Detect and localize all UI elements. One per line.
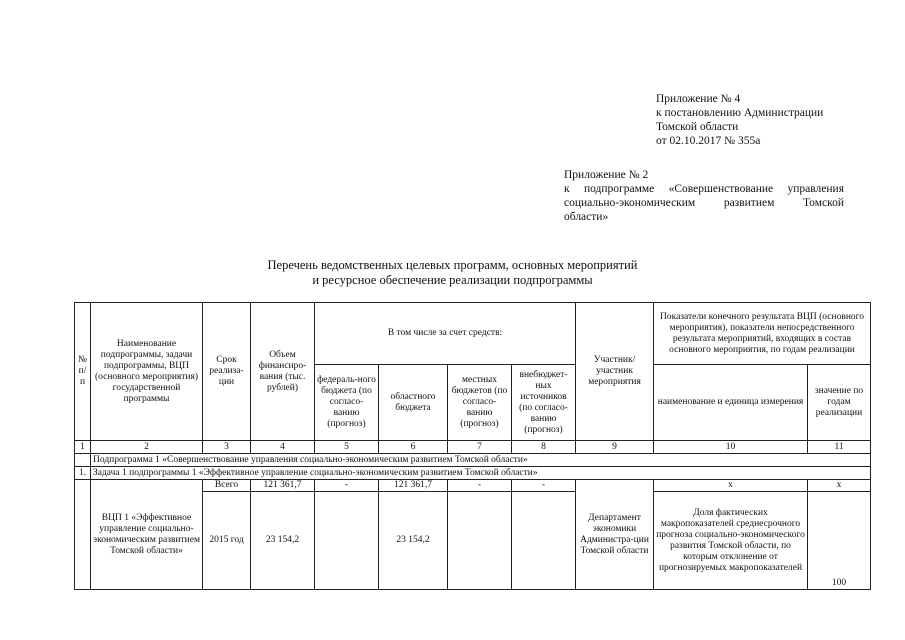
appendix-2-header bbox=[564, 168, 844, 224]
total-indicator-name: х bbox=[654, 480, 808, 492]
title-line-1: Перечень ведомственных целевых программ, основных мероприятий bbox=[267, 258, 638, 272]
vcp-total-row bbox=[75, 480, 871, 492]
year-2015-indicator-value: 100 bbox=[808, 492, 871, 590]
appendix-4-header bbox=[656, 92, 823, 148]
year-2015-regional: 23 154,2 bbox=[379, 492, 448, 590]
column-number-row bbox=[75, 441, 871, 454]
col-number: 6 bbox=[379, 441, 448, 454]
col-number: 4 bbox=[251, 441, 315, 454]
subprogram-row bbox=[75, 454, 871, 467]
header-indicators: Показатели конечного результата ВЦП (основного мероприятия), показатели непосредственного результата мероприятий, входящих в состав основного мероприятия, по годам реализации bbox=[654, 303, 871, 365]
appendix-4-line-4: от 02.10.2017 № 355а bbox=[656, 135, 761, 147]
col-number: 1 bbox=[75, 441, 91, 454]
col-number: 3 bbox=[203, 441, 251, 454]
header-volume: Объем финансиро-вания (тыс. рублей) bbox=[251, 303, 315, 441]
empty-cell bbox=[75, 454, 91, 467]
subprogram-title: Подпрограмма 1 «Совершенствование управления социально-экономическим развитием Томской области» bbox=[91, 454, 871, 467]
header-federal: федераль-ного бюджета (по согласо-ванию (прогноз) bbox=[315, 365, 379, 441]
total-local: - bbox=[448, 480, 512, 492]
col-number: 8 bbox=[512, 441, 576, 454]
document-title bbox=[0, 258, 905, 288]
year-2015-indicator-name: Доля фактических макропоказателей среднесрочного прогноза социально-экономического развития Томской области, по которым отклонение от прогнозируемых макропоказателей bbox=[654, 492, 808, 590]
col-number: 5 bbox=[315, 441, 379, 454]
appendix-2-line-4: области» bbox=[564, 211, 609, 223]
total-term: Всего bbox=[203, 480, 251, 492]
col-number: 10 bbox=[654, 441, 808, 454]
vcp-participant: Департамент экономики Администра-ции Томской области bbox=[576, 480, 654, 590]
header-including: В том числе за счет средств: bbox=[315, 303, 576, 365]
vcp-name: ВЦП 1 «Эффективное управление социально-экономическим развитием Томской области» bbox=[91, 480, 203, 590]
appendix-4-line-2: к постановлению Администрации bbox=[656, 107, 824, 119]
year-2015-volume: 23 154,2 bbox=[251, 492, 315, 590]
task-row bbox=[75, 467, 871, 480]
col-number: 7 bbox=[448, 441, 512, 454]
total-indicator-value: х bbox=[808, 480, 871, 492]
header-term: Срок реализа-ции bbox=[203, 303, 251, 441]
title-line-2: и ресурсное обеспечение реализации подпрограммы bbox=[312, 273, 593, 287]
header-extra: внебюджет-ных источников (по согласо-ванию (прогноз) bbox=[512, 365, 576, 441]
total-volume: 121 361,7 bbox=[251, 480, 315, 492]
header-indicator-name: наименование и единица измерения bbox=[654, 365, 808, 441]
appendix-2-line-1: Приложение № 2 bbox=[564, 169, 649, 181]
col-number: 2 bbox=[91, 441, 203, 454]
header-name: Наименование подпрограммы, задачи подпрограммы, ВЦП (основного мероприятия) государственной программы bbox=[91, 303, 203, 441]
program-table bbox=[74, 302, 871, 590]
total-regional: 121 361,7 bbox=[379, 480, 448, 492]
empty-cell bbox=[315, 492, 379, 590]
empty-cell bbox=[512, 492, 576, 590]
appendix-4-line-1: Приложение № 4 bbox=[656, 93, 741, 105]
appendix-4-line-3: Томской области bbox=[656, 121, 739, 133]
header-regional: областного бюджета bbox=[379, 365, 448, 441]
header-participant: Участник/ участник мероприятия bbox=[576, 303, 654, 441]
header-local: местных бюджетов (по согласо-ванию (прогноз) bbox=[448, 365, 512, 441]
header-num: № п/п bbox=[75, 303, 91, 441]
year-2015-term: 2015 год bbox=[203, 492, 251, 590]
total-extra: - bbox=[512, 480, 576, 492]
task-num: 1. bbox=[75, 467, 91, 480]
header-row-1 bbox=[75, 303, 871, 365]
col-number: 11 bbox=[808, 441, 871, 454]
header-indicator-value: значение по годам реализации bbox=[808, 365, 871, 441]
col-number: 9 bbox=[576, 441, 654, 454]
appendix-2-line-3: социально-экономическим развитием Томской bbox=[564, 197, 844, 209]
appendix-2-line-2: к подпрограмме «Совершенствование управления bbox=[564, 183, 844, 195]
task-title: Задача 1 подпрограммы 1 «Эффективное управление социально-экономическим развитием Томской области» bbox=[91, 467, 871, 480]
empty-cell bbox=[75, 480, 91, 590]
empty-cell bbox=[448, 492, 512, 590]
total-federal: - bbox=[315, 480, 379, 492]
